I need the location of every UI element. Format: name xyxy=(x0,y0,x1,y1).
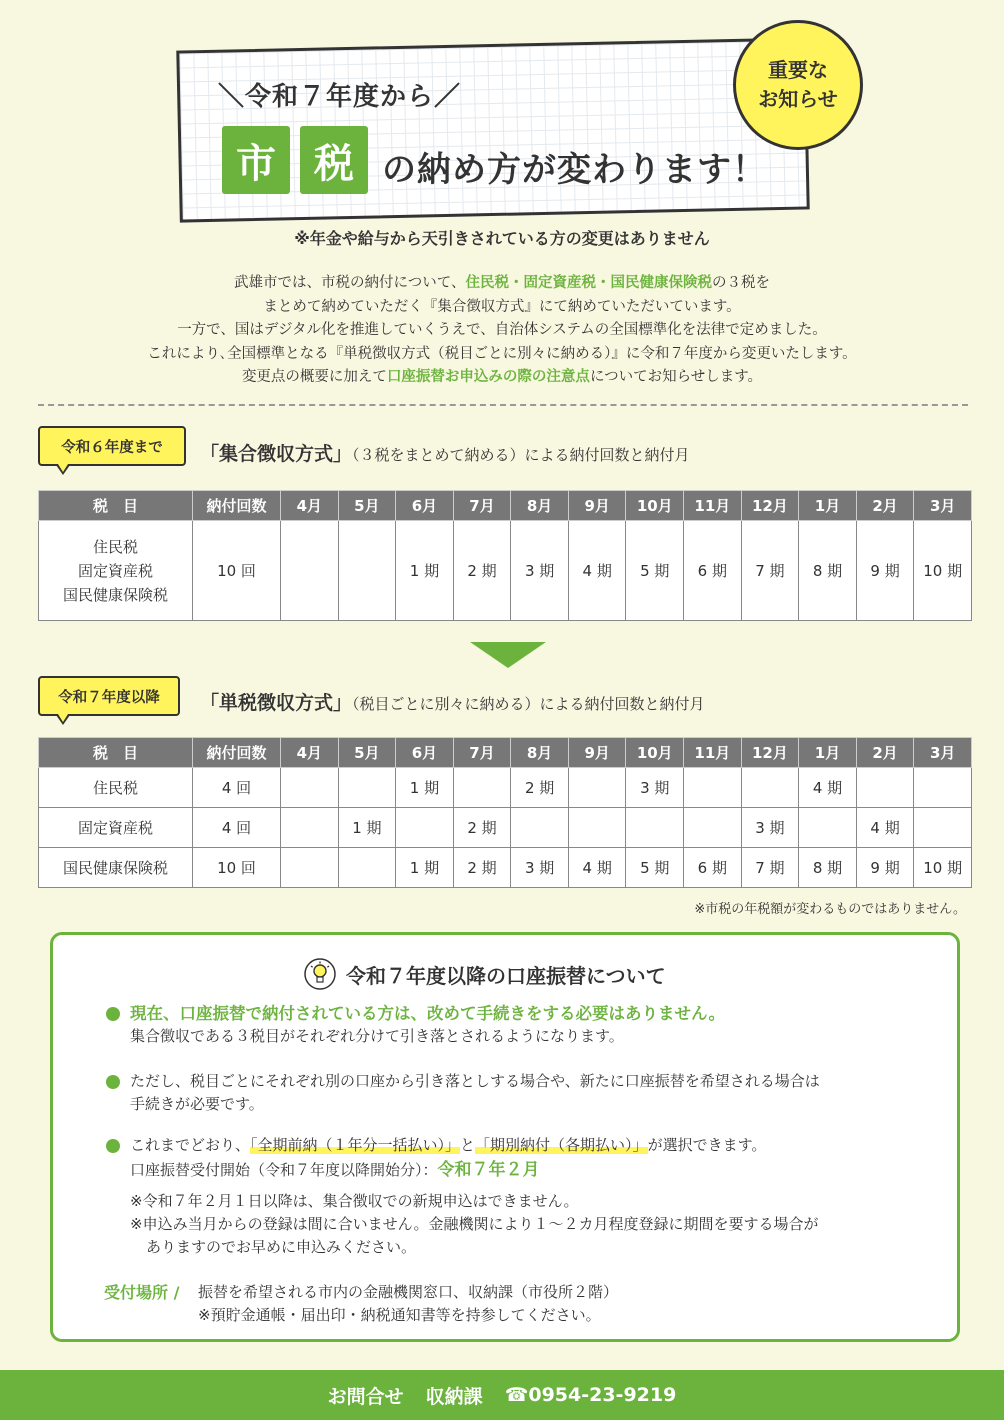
header-cell: 10月 xyxy=(626,491,684,521)
header-cell: 9月 xyxy=(568,491,626,521)
intro-l5b: 口座振替お申込みの際の注意点 xyxy=(386,369,590,385)
intro-text xyxy=(0,272,1004,390)
table-header-row xyxy=(39,491,972,521)
bullet-3-line-1 xyxy=(130,1134,818,1157)
count-cell: 4 回 xyxy=(193,808,281,848)
period-cell xyxy=(338,848,396,888)
header-cell: 7月 xyxy=(453,738,511,768)
lightbulb-icon xyxy=(304,958,336,990)
header-cell: 2月 xyxy=(856,738,914,768)
bullet-dot xyxy=(106,1007,120,1021)
bullet-2-line-2: 手続きが必要です。 xyxy=(130,1095,264,1113)
reception-label: 受付場所 / xyxy=(104,1283,180,1302)
table-row xyxy=(39,808,972,848)
dashed-divider xyxy=(38,404,968,406)
header-cell: 5月 xyxy=(338,738,396,768)
intro-l5c: についてお知らせします。 xyxy=(589,369,763,385)
bullet-2 xyxy=(130,1070,820,1116)
period-cell: 6 期 xyxy=(684,848,742,888)
count-cell: 4 回 xyxy=(193,768,281,808)
period-cell: 7 期 xyxy=(741,848,799,888)
period-cell xyxy=(338,768,396,808)
table-header-row xyxy=(39,738,972,768)
period-cell: 3 期 xyxy=(741,808,799,848)
period-cell xyxy=(799,808,857,848)
period-cell xyxy=(856,768,914,808)
intro-l1b: 住民税・固定資産税・国民健康保険税 xyxy=(465,275,712,291)
header-cell: 12月 xyxy=(741,738,799,768)
header-cell: 9月 xyxy=(568,738,626,768)
old-schedule-table xyxy=(38,490,972,621)
reception-place: 振替を希望される市内の金融機関窓口、収納課（市役所２階） xyxy=(198,1283,619,1301)
tax-name-cell: 住民税 xyxy=(39,768,193,808)
old-period-tag: 令和６年度まで xyxy=(38,426,186,466)
note-1: ※令和７年２月１日以降は、集合徴収での新規申込はできません。 xyxy=(130,1192,579,1210)
reception-note: ※預貯金通帳・届出印・納税通知書等を持参してください。 xyxy=(198,1306,601,1324)
header-cell: 2月 xyxy=(856,491,914,521)
table-row xyxy=(39,521,972,621)
tax-names-cell xyxy=(39,521,193,621)
bullet-dot xyxy=(106,1139,120,1153)
period-cell: 1 期 xyxy=(396,768,454,808)
period-cell xyxy=(626,808,684,848)
new-title-bold: 「単税徴収方式」 xyxy=(200,692,353,714)
header-cell: 6月 xyxy=(396,738,454,768)
period-cell: 8 期 xyxy=(799,848,857,888)
bullet-1-lead: 現在、口座振替で納付されている方は、改めて手続きをする必要はありません。 xyxy=(130,1004,725,1023)
period-cell: 4 期 xyxy=(568,521,626,621)
tax-name: 固定資産税 xyxy=(77,561,153,580)
period-cell: 1 期 xyxy=(338,808,396,848)
period-cell: 5 期 xyxy=(626,848,684,888)
period-cell: 2 期 xyxy=(453,808,511,848)
intro-line-2: まとめて納めていただく『集合徴収方式』にて納めていただいています。 xyxy=(263,298,741,315)
footer-contact-bar xyxy=(0,1370,1004,1420)
header-cell: 4月 xyxy=(281,491,339,521)
subtitle-note: ※年金や給与から天引きされている方の変更はありません xyxy=(294,229,710,248)
b3-highlight-1: 「全期前納（１年分一括払い）」 xyxy=(250,1136,461,1154)
period-cell: 5 期 xyxy=(626,521,684,621)
bullet-2-line-1: ただし、税目ごとにそれぞれ別の口座から引き落としする場合や、新たに口座振替を希望される場合は xyxy=(130,1072,820,1090)
period-cell xyxy=(684,768,742,808)
table-row xyxy=(39,768,972,808)
header-cell: 6月 xyxy=(396,491,454,521)
note-2a: ※申込み当月からの登録は間に合いません。金融機関により１～２カ月程度登録に期間を要する場合が xyxy=(130,1215,819,1233)
period-cell xyxy=(914,808,972,848)
header-cell: 納付回数 xyxy=(193,738,281,768)
period-cell: 7 期 xyxy=(741,521,799,621)
period-cell: 8 期 xyxy=(799,521,857,621)
header-cell: 8月 xyxy=(511,738,569,768)
contact-dept: 収納課 xyxy=(425,1385,483,1408)
period-cell: 4 期 xyxy=(568,848,626,888)
period-cell: 10 期 xyxy=(914,848,972,888)
info-title: 令和７年度以降の口座振替について xyxy=(346,963,666,988)
header-cell: 1月 xyxy=(799,738,857,768)
intro-line-3: 一方で、国はデジタル化を推進していくうえで、自治体システムの全国標準化を法律で定めました。 xyxy=(177,322,827,338)
bullet-3 xyxy=(130,1134,818,1259)
bullet-3-line-2 xyxy=(130,1159,818,1182)
header-cell: 4月 xyxy=(281,738,339,768)
tax-name: 住民税 xyxy=(92,537,138,556)
old-title-bold: 「集合徴収方式」 xyxy=(200,443,353,465)
tax-name: 国民健康保険税 xyxy=(62,585,168,604)
new-section-title xyxy=(200,688,705,715)
period-cell xyxy=(568,808,626,848)
header-cell: 11月 xyxy=(684,491,742,521)
new-schedule-table xyxy=(38,737,972,888)
period-cell xyxy=(511,808,569,848)
title-main: の納め方が変わります！ xyxy=(382,150,767,190)
period-cell xyxy=(396,808,454,848)
period-cell xyxy=(914,768,972,808)
contact-label: お問合せ xyxy=(327,1385,404,1408)
period-cell: 1 期 xyxy=(396,848,454,888)
title-kanji-row xyxy=(222,126,368,194)
header-cell: 12月 xyxy=(741,491,799,521)
kanji-shi: 市 xyxy=(222,126,290,194)
period-cell xyxy=(281,808,339,848)
intro-l5a: 変更点の概要に加えて xyxy=(241,369,387,385)
period-cell: 4 期 xyxy=(799,768,857,808)
new-period-tag: 令和７年度以降 xyxy=(38,676,180,716)
period-cell: 2 期 xyxy=(453,521,511,621)
bullet-dot xyxy=(106,1075,120,1089)
tax-name-cell: 固定資産税 xyxy=(39,808,193,848)
note-2b: ありますのでお早めに申込みください。 xyxy=(146,1238,417,1256)
down-arrow-icon xyxy=(470,642,546,668)
header-cell: 3月 xyxy=(914,491,972,521)
period-cell xyxy=(338,521,396,621)
period-cell: 4 期 xyxy=(856,808,914,848)
header-cell: 7月 xyxy=(453,491,511,521)
b3-highlight-2: 「期別納付（各期払い）」 xyxy=(475,1136,648,1154)
intro-line-4: これにより､全国標準となる『単税徴収方式（税目ごとに別々に納める）』に令和７年度から変更いたします。 xyxy=(147,345,857,362)
period-cell xyxy=(741,768,799,808)
period-cell: 9 期 xyxy=(856,521,914,621)
b3-start-label: 口座振替受付開始（令和７年度以降開始分）： xyxy=(130,1161,438,1179)
bullet-1-text: 集合徴収である３税目がそれぞれ分けて引き落とされるようになります。 xyxy=(130,1027,624,1045)
b3-a: これまでどおり、 xyxy=(130,1136,251,1154)
intro-line-1 xyxy=(0,272,1004,296)
count-cell: 10 回 xyxy=(193,848,281,888)
period-cell: 3 期 xyxy=(626,768,684,808)
period-cell xyxy=(281,521,339,621)
title-year: ＼令和７年度から／ xyxy=(218,82,462,112)
bullet-1 xyxy=(130,1002,725,1048)
period-cell xyxy=(684,808,742,848)
contact-phone[interactable]: ☎0954-23-9219 xyxy=(504,1384,677,1406)
header-cell: 8月 xyxy=(511,491,569,521)
header-cell: 5月 xyxy=(338,491,396,521)
header-cell: 3月 xyxy=(914,738,972,768)
period-cell: 6 期 xyxy=(684,521,742,621)
period-cell: 2 期 xyxy=(511,768,569,808)
intro-l1a: 武雄市では、市税の納付について、 xyxy=(234,275,466,291)
period-cell: 9 期 xyxy=(856,848,914,888)
period-cell: 2 期 xyxy=(453,848,511,888)
b3-start-value: 令和７年２月 xyxy=(437,1160,540,1180)
period-cell xyxy=(281,848,339,888)
kanji-zei: 税 xyxy=(300,126,368,194)
new-title-rest: （税目ごとに別々に納める）による納付回数と納付月 xyxy=(352,695,705,713)
header-cell: 1月 xyxy=(799,491,857,521)
tax-name-cell: 国民健康保険税 xyxy=(39,848,193,888)
old-title-rest: （３税をまとめて納める）による納付回数と納付月 xyxy=(352,446,690,464)
period-cell xyxy=(568,768,626,808)
header-cell: 税 目 xyxy=(39,491,193,521)
intro-l1c: の３税を xyxy=(711,275,770,291)
info-title-row xyxy=(304,958,666,990)
header-cell: 11月 xyxy=(684,738,742,768)
old-section-title xyxy=(200,439,690,466)
period-cell: 3 期 xyxy=(511,521,569,621)
period-cell xyxy=(281,768,339,808)
period-cell xyxy=(453,768,511,808)
period-cell: 10 期 xyxy=(914,521,972,621)
count-cell: 10 回 xyxy=(193,521,281,621)
b3-b: と xyxy=(460,1136,476,1154)
intro-line-5 xyxy=(0,366,1004,390)
period-cell: 1 期 xyxy=(396,521,454,621)
header-cell: 10月 xyxy=(626,738,684,768)
header-cell: 税 目 xyxy=(39,738,193,768)
table-footnote: ※市税の年税額が変わるものではありません。 xyxy=(694,902,966,917)
period-cell: 3 期 xyxy=(511,848,569,888)
b3-c: が選択できます。 xyxy=(647,1136,767,1154)
header-cell: 納付回数 xyxy=(193,491,281,521)
important-notice-badge: 重要な お知らせ xyxy=(733,20,863,150)
table-row xyxy=(39,848,972,888)
